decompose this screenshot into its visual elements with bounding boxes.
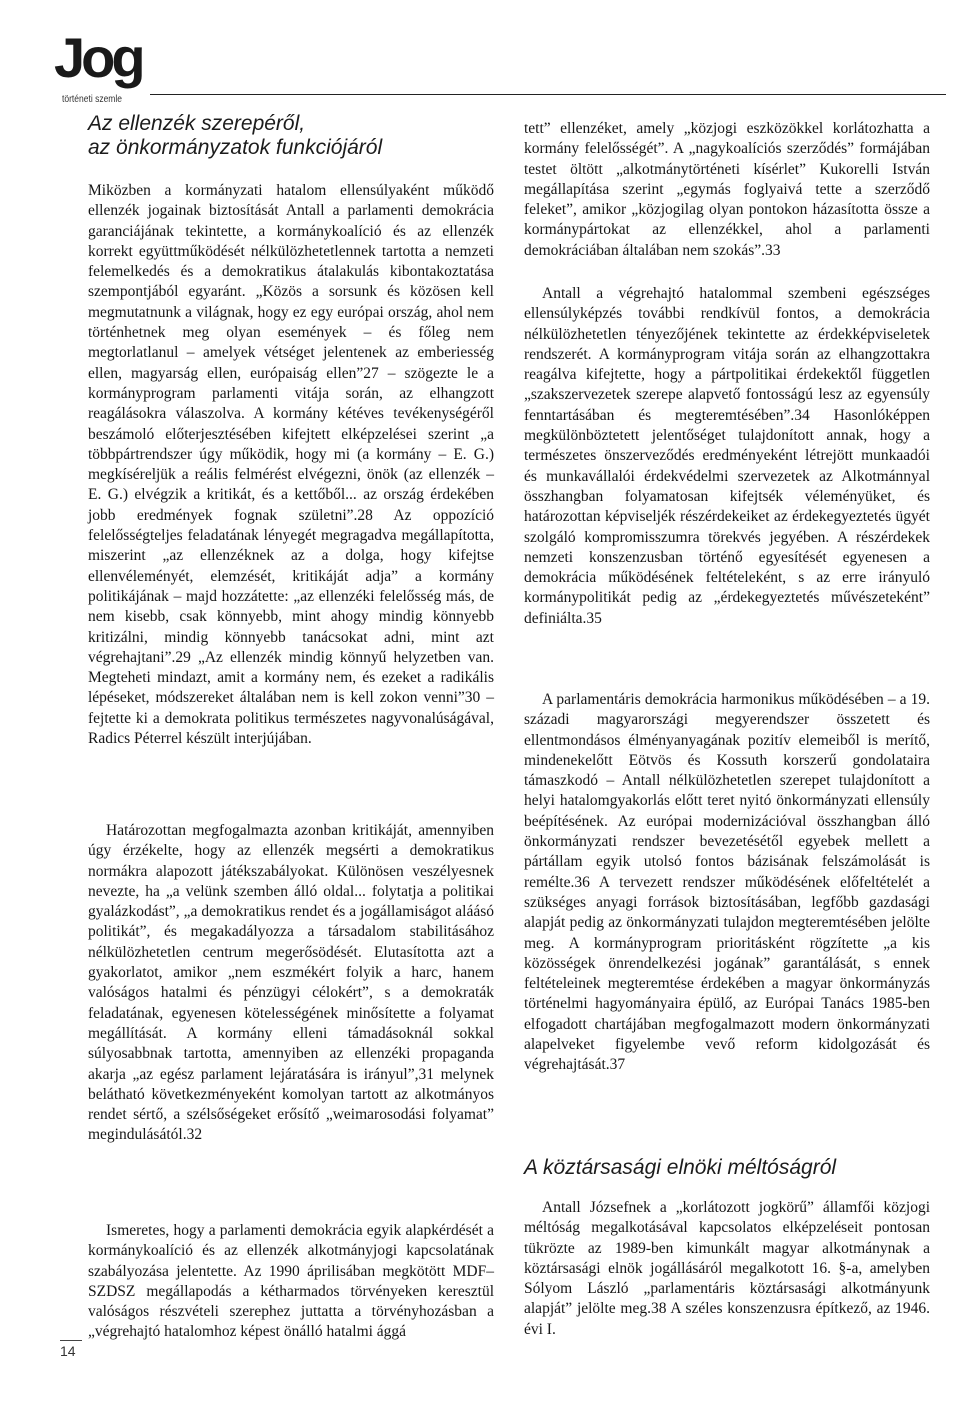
section-heading-line: az önkormányzatok funkciójáról bbox=[88, 136, 383, 159]
paragraph: Határozottan megfogalmazta azonban kritikáját, amennyiben úgy érzékelte, hogy az ellenzék megsérti a demokratikus normákra alapozott játékszabályokat. Különösen veszélyesnek nevezte, ha „a velünk szemben álló oldal... folytatja a politikai gyalázkodást”, „a demokratikus rendet és a jogállamiságot aláásó politikát”, és megakadályozza a társadalom stabilitásához nélkülözhetetlen centrum megerősödését. Elutasította azt a gyakorlatot, amikor „nem eszmékért folyik a harc, hanem valóságos hatalmi és pénzügyi célokért”, s a demokraták feladatának, egyenesen kötelességének minősítette a folyamat megállítását. A kormány elleni támadásoknál sokkal súlyosabbnak tartotta, amennyiben az ellenzéki propaganda akarja „az egész parlament lejáratására is irányul”,31 melynek belátható következményeként komolyan tartott az alkotmányos rendet sértő, a szélsőségeket erősítő „weimarosodási folyamat” megindulásától.32 bbox=[88, 822, 494, 1144]
section-heading-line: Az ellenzék szerepéről, bbox=[88, 112, 306, 135]
paragraph: Miközben a kormányzati hatalom ellensúlyaként működő ellenzék jogainak biztosítását Antall a parlamenti demokrácia garanciájának tekintette, a kormánykoalíció és az ellenzék korrekt együttműködését nélkülözhetetlennek tartotta a nemzeti felemelkedés és a demokratikus átalakulás kibontakoztatása szempontjából egyaránt. „Közös a sorsunk és közösen kell megmutatnunk a világnak, hogy ez egy európai ország, ahol nem történhetnek meg olyan események – és főleg nem megtorlatlanul – amelyek vétséget jelentenek az emberiesség ellen, magyarság ellen, európaiság ellen”27 – szögezte le a kormányprogram parlamenti vitája során, az elhangzott reagálásokra válaszolva. A kormány kétéves tevékenységéről beszámoló előterjesztésében kifejtett elképzelései szerint „a többpártrendszer úgy működik, hogy mi (a kormány – E. G.) megkíséreljük a reális felmérést elvégezni, önök (az ellenzék – E. G.) elvégzik a kritikát, és a kettőből... az ország érdekében jobb eredmények fognak születni”.28 Az oppozíció felelősségteljes feladatának lényegét megragadva megállapította, miszerint „az ellenzéknek az a dolga, hogy kifejtse ellenvéleményét, elemzését, kritikáját adja” a kormány politikájának – majd hozzátette: „az ellenzéki felelősség más, de nem kisebb, csak könnyebb, mint ahogy mindig könnyebb kritizálni, mindig könnyebb tanácsokat adni, mint azt végrehajtani”.29 „Az ellenzék mindig könnyű helyzetben van. Megteheti mindazt, amit a kormány nem, és ezeket a radikális lépéseket, módszereket általában nem is kell zokon venni”30 – fejtette ki a demokrata politikus természetes nagyvonalúságával, Radics Péterrel készült interjújában. bbox=[88, 182, 494, 748]
page-number-rule bbox=[60, 1340, 82, 1341]
header-rule bbox=[150, 94, 946, 95]
paragraph: Ismeretes, hogy a parlamenti demokrácia egyik alapkérdését a kormánykoalíció és az ellenzék alkotmányjogi kapcsolatának szabályozása jelentette. Az 1990 áprilisában megkötött MDF–SZDSZ megállapodás a kétharmados törvényeken keresztül valóságos részvételi szerephez juttatta a törvényhozásban a „végrehajtó hatalomhoz képest önálló hatalmi ággá bbox=[88, 1222, 494, 1341]
section-heading-president: A köztársasági elnöki méltóságról bbox=[524, 1156, 837, 1179]
paragraph: Antall a végrehajtó hatalommal szembeni egészséges ellensúlyképzés további rendkívül fontos, a demokrácia nélkülözhetetlen tényezőjének tekintette az érdekképviseletek rendszerét. A kormányprogram vitája során az elhangzottakra reagálva kifejtette, hogy a pártpolitikai érdekektől független „szakszervezetek szerepe alapvető fontosságú lesz az egyensúly fenntartásában és megteremtésében”.34 Hasonlóképpen megkülönböztetett jelentőséget tulajdonított annak, hogy a természetes önszerveződés eredményeként létrejött munkaadói és munkavállalói érdekvédelmi szervezetek az Alkotmánnyal összhangban folyamatosan kifejtsék véleményüket, és határozottan képviseljék részérdekeiket az érdekegyeztetés ügyét szolgáló kompromisszumra törekvés jegyében. A részérdekek nemzeti konszenzusban történő egyesítését egyenesen a demokrácia működésének feltételeként, s az erre irányuló kormánypolitikát pedig az „érdekegyeztetés művészeteként” definiálta.35 bbox=[524, 285, 930, 627]
journal-logo bbox=[54, 26, 174, 110]
page-number: 14 bbox=[60, 1343, 76, 1359]
paragraph: tett” ellenzéket, amely „közjogi eszközökkel korlátozhatta a kormány felelősségét”. A „nagykoalíciós szerződés” formájában testet öltött „alkotmánytörténeti kísérlet” Kukorelli István megállapítása szerint „egymás foglyaivá tette a szerződő feleket”, amikor „közjogilag olyan pontokon házasította össze a kormánypártokat az ellenzékkel, ahol a parlamenti demokráciában általában nem szokás”.33 bbox=[524, 120, 930, 259]
section-heading-opposition bbox=[88, 112, 382, 160]
paragraph: A parlamentáris demokrácia harmonikus működésében – a 19. századi magyarországi megyerendszer összetett és ellentmondásos élményanyagának pozitív elemeiből is merítő, mindenekelőtt Eötvös és Kossuth korszerű gondolataira támaszkodó – Antall nélkülözhetetlen szerepet tulajdonított a helyi hatalomgyakorlás előtt teret nyitó önkormányzati ellensúly beépítésének. Az európai modernizációval összhangban álló önkormányzati rendszer bevezetésétől egyebek mellett a pártállam egyik utolsó fontos bázisának felszámolását is remélte.36 A tervezett rendszer működésének előfeltételét a szükséges anyagi források biztosításában, legfőbb gazdasági alapját pedig az önkormányzati tulajdon megteremtésében jelölte meg. A kormányprogram prioritásként rögzítette „a kis közösségek önrendelkezési jogának” garantálását, s ennek feltételeinek megteremtése érdekében a magyar önkormányzás történelmi hagyományaira épülő, az Európai Tanács 1985-ben elfogadott chartájában megfogalmazott modern önkormányzati alapelveket figyelembe vevő reform kidolgozását és végrehajtását.37 bbox=[524, 691, 930, 1074]
journal-logo-text: Jog bbox=[54, 26, 142, 89]
paragraph: Antall Józsefnek a „korlátozott jogkörű” államfői közjogi méltóság megalkotásával kapcsolatos elképzeléseit pontosan tükrözte az 1989-ben kimunkált magyar alkotmánynak a köztársasági elnök jogállásáról megalkotott 16. §-a, amelyben Sólyom László „parlamentáris köztársasági alkotmányunk alapját” jelölte meg.38 A széles konszenzusra építkező, az 1946. évi I. bbox=[524, 1199, 930, 1338]
journal-subtitle: történeti szemle bbox=[62, 94, 123, 105]
